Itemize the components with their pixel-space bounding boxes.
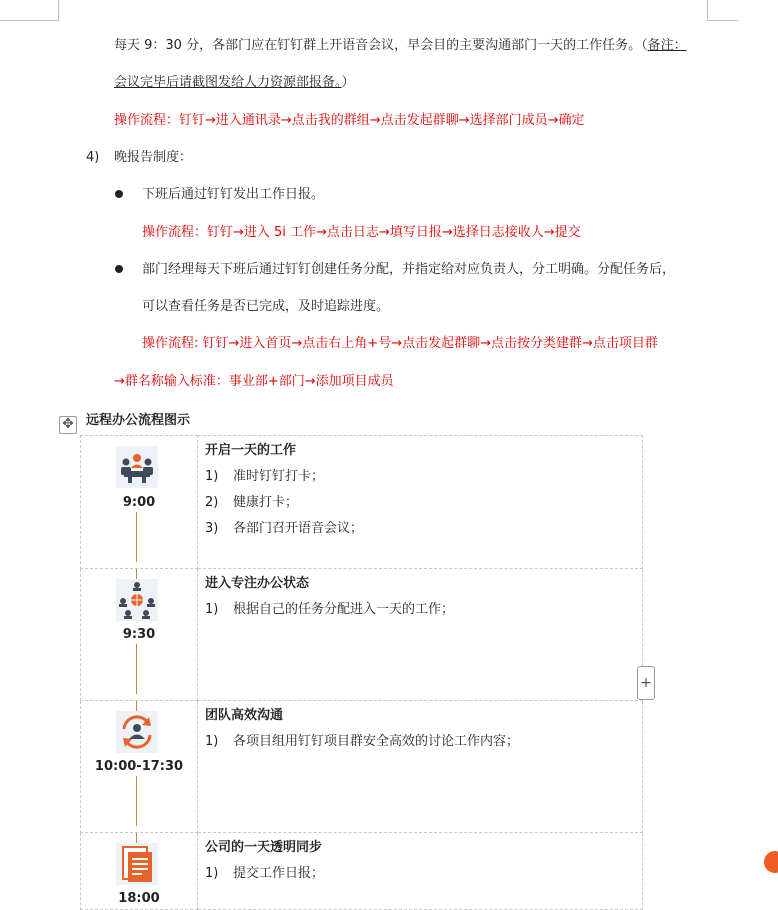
table-row — [81, 701, 643, 833]
step-item-number: 1) — [205, 734, 219, 749]
bullet-text-1: 下班后通过钉钉发出工作日报。 — [142, 187, 325, 202]
list-number-4: 4) — [86, 150, 100, 165]
timeline-connector — [136, 701, 137, 711]
text-cell — [198, 701, 643, 833]
timeline-connector — [136, 833, 137, 843]
flow-text-3: 操作流程: 钉钉→进入首页→点击右上角+号→点击发起群聊→点击按分类建群→点击项目群 — [142, 336, 658, 351]
text-cell — [198, 569, 643, 701]
meeting-text: 每天 9：30 分，各部门应在钉钉群上开语音会议，早会目的主要沟通部门一天的工作任务。（ — [114, 38, 648, 53]
step-item — [205, 865, 642, 883]
icon-cell — [81, 833, 198, 910]
step-item-text: 各项目组用钉钉项目群安全高效的讨论工作内容； — [233, 734, 520, 749]
text-cell — [198, 833, 643, 910]
step-item-text: 准时钉钉打卡； — [233, 469, 325, 484]
step-item — [205, 520, 642, 538]
paragraph-meeting — [114, 36, 687, 56]
step-item-number: 2) — [205, 495, 219, 510]
step-time: 18:00 — [118, 891, 160, 906]
table-row — [81, 569, 643, 701]
step-item — [205, 468, 642, 486]
app-logo-icon — [764, 851, 778, 873]
add-row-button[interactable]: + — [637, 666, 655, 700]
step-item-number: 3) — [205, 521, 219, 536]
icon-cell — [81, 569, 198, 701]
bullet-dot — [115, 265, 123, 273]
step-item-number: 1) — [205, 866, 219, 881]
flow-text-2: 操作流程：钉钉→进入 5i 工作→点击日志→填写日报→选择日志接收人→提交 — [142, 225, 581, 240]
step-item — [205, 601, 642, 619]
timeline-connector — [136, 776, 137, 826]
bullet-text-2-line2: 可以查看任务是否已完成，及时追踪进度。 — [142, 299, 390, 314]
sync-team-icon — [116, 711, 158, 753]
step-item-text: 各部门召开语音会议； — [233, 521, 364, 536]
paragraph-meeting-line2 — [114, 73, 355, 93]
step-time: 9:00 — [122, 495, 156, 510]
step-time: 10:00-17:30 — [94, 759, 184, 774]
timeline-connector — [136, 644, 137, 694]
table-move-handle-icon[interactable]: ✥ — [59, 416, 77, 434]
text-cell — [198, 436, 643, 569]
timeline-connector — [136, 512, 137, 562]
timeline-connector — [136, 569, 137, 579]
flow-text-3-line2: →群名称输入标准：事业部+部门→添加项目成员 — [114, 374, 394, 389]
step-item-number: 1) — [205, 602, 219, 617]
step-title: 开启一天的工作 — [205, 443, 297, 458]
icon-cell — [81, 436, 198, 569]
page-corner-mark-right — [707, 0, 738, 21]
step-time: 9:30 — [122, 627, 156, 642]
team-network-icon — [116, 579, 158, 621]
step-item-text: 提交工作日报； — [233, 866, 325, 881]
document-report-icon — [116, 843, 158, 885]
step-title: 公司的一天透明同步 — [205, 840, 323, 855]
table-row — [81, 833, 643, 910]
step-item-text: 根据自己的任务分配进入一天的工作； — [233, 602, 455, 617]
flow-text-1: 操作流程：钉钉→进入通讯录→点击我的群组→点击发起群聊→选择部门成员→确定 — [114, 113, 585, 128]
table-row — [81, 436, 643, 569]
note-head: 备注： — [647, 38, 687, 53]
list-title-evening-report: 晚报告制度： — [114, 150, 193, 165]
flow-table — [80, 435, 643, 910]
note-text: 会议完毕后请截图发给人力资源部报备。 — [114, 75, 342, 90]
step-item — [205, 494, 642, 512]
bullet-text-2: 部门经理每天下班后通过钉钉创建任务分配，并指定给对应负责人，分工明确。分配任务后， — [142, 262, 676, 277]
step-item — [205, 733, 642, 751]
note-close: ） — [341, 75, 355, 90]
step-title: 团队高效沟通 — [205, 708, 284, 723]
step-item-text: 健康打卡； — [233, 495, 299, 510]
page-corner-mark-left — [0, 0, 59, 21]
bullet-dot — [115, 190, 123, 198]
step-title: 进入专注办公状态 — [205, 576, 310, 591]
section-title: 远程办公流程图示 — [86, 413, 191, 428]
meeting-icon — [116, 446, 158, 488]
step-item-number: 1) — [205, 469, 219, 484]
icon-cell — [81, 701, 198, 833]
